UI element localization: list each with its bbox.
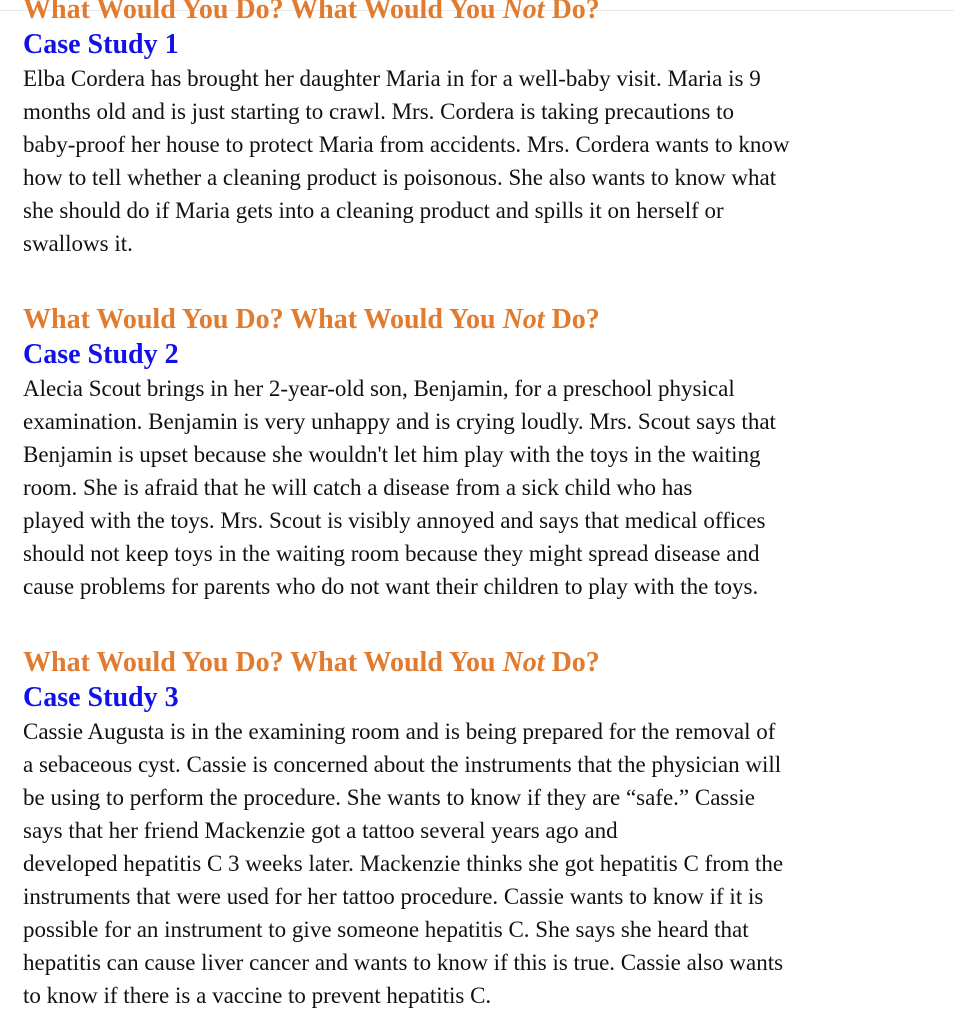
body-line: swallows it. xyxy=(23,231,133,256)
case-title: Case Study 1 xyxy=(23,29,179,60)
heading-prefix: What Would You Do? What Would You xyxy=(23,0,503,25)
body-line: played with the toys. Mrs. Scout is visibly annoyed and says that medical offices xyxy=(23,508,766,533)
body-line: how to tell whether a cleaning product is poisonous. She also wants to know what xyxy=(23,165,777,190)
body-line: be using to perform the procedure. She wants to know if they are “safe.” Cassie xyxy=(23,785,755,810)
case-title: Case Study 3 xyxy=(23,682,179,713)
body-line: Benjamin is upset because she wouldn't let him play with the toys in the waiting xyxy=(23,442,761,467)
body-line: hepatitis can cause liver cancer and wants to know if this is true. Cassie also wants xyxy=(23,950,784,975)
body-line: to know if there is a vaccine to prevent hepatitis C. xyxy=(23,983,492,1008)
case-heading xyxy=(23,302,923,338)
heading-suffix: Do? xyxy=(544,647,600,678)
case-study-1 xyxy=(23,0,923,260)
case-body xyxy=(23,715,923,1012)
case-study-3 xyxy=(23,645,923,1012)
heading-suffix: Do? xyxy=(544,304,600,335)
case-body xyxy=(23,62,923,260)
case-title: Case Study 2 xyxy=(23,339,179,370)
heading-prefix: What Would You Do? What Would You xyxy=(23,304,503,335)
case-heading xyxy=(23,0,923,28)
body-line: months old and is just starting to crawl. Mrs. Cordera is taking precautions to xyxy=(23,99,734,124)
body-line: Alecia Scout brings in her 2-year-old son, Benjamin, for a preschool physical xyxy=(23,376,735,401)
body-line: cause problems for parents who do not want their children to play with the toys. xyxy=(23,574,759,599)
body-line: possible for an instrument to give someone hepatitis C. She says she heard that xyxy=(23,917,749,942)
body-line: Elba Cordera has brought her daughter Maria in for a well-baby visit. Maria is 9 xyxy=(23,66,761,91)
heading-prefix: What Would You Do? What Would You xyxy=(23,647,503,678)
body-line: room. She is afraid that he will catch a disease from a sick child who has xyxy=(23,475,693,500)
body-line: a sebaceous cyst. Cassie is concerned about the instruments that the physician will xyxy=(23,752,782,777)
body-line: says that her friend Mackenzie got a tattoo several years ago and xyxy=(23,818,618,843)
body-line: she should do if Maria gets into a cleaning product and spills it on herself or xyxy=(23,198,724,223)
body-line: baby-proof her house to protect Maria from accidents. Mrs. Cordera wants to know xyxy=(23,132,790,157)
case-body xyxy=(23,372,923,603)
heading-suffix: Do? xyxy=(544,0,600,25)
case-study-2 xyxy=(23,302,923,603)
document-page xyxy=(23,0,923,1012)
body-line: developed hepatitis C 3 weeks later. Mackenzie thinks she got hepatitis C from the xyxy=(23,851,784,876)
body-line: Cassie Augusta is in the examining room and is being prepared for the removal of xyxy=(23,719,776,744)
body-line: instruments that were used for her tattoo procedure. Cassie wants to know if it is xyxy=(23,884,764,909)
body-line: should not keep toys in the waiting room because they might spread disease and xyxy=(23,541,760,566)
heading-emphasis: Not xyxy=(502,0,545,25)
body-line: examination. Benjamin is very unhappy and is crying loudly. Mrs. Scout says that xyxy=(23,409,776,434)
heading-emphasis: Not xyxy=(502,647,545,678)
heading-emphasis: Not xyxy=(502,304,545,335)
case-heading xyxy=(23,645,923,681)
